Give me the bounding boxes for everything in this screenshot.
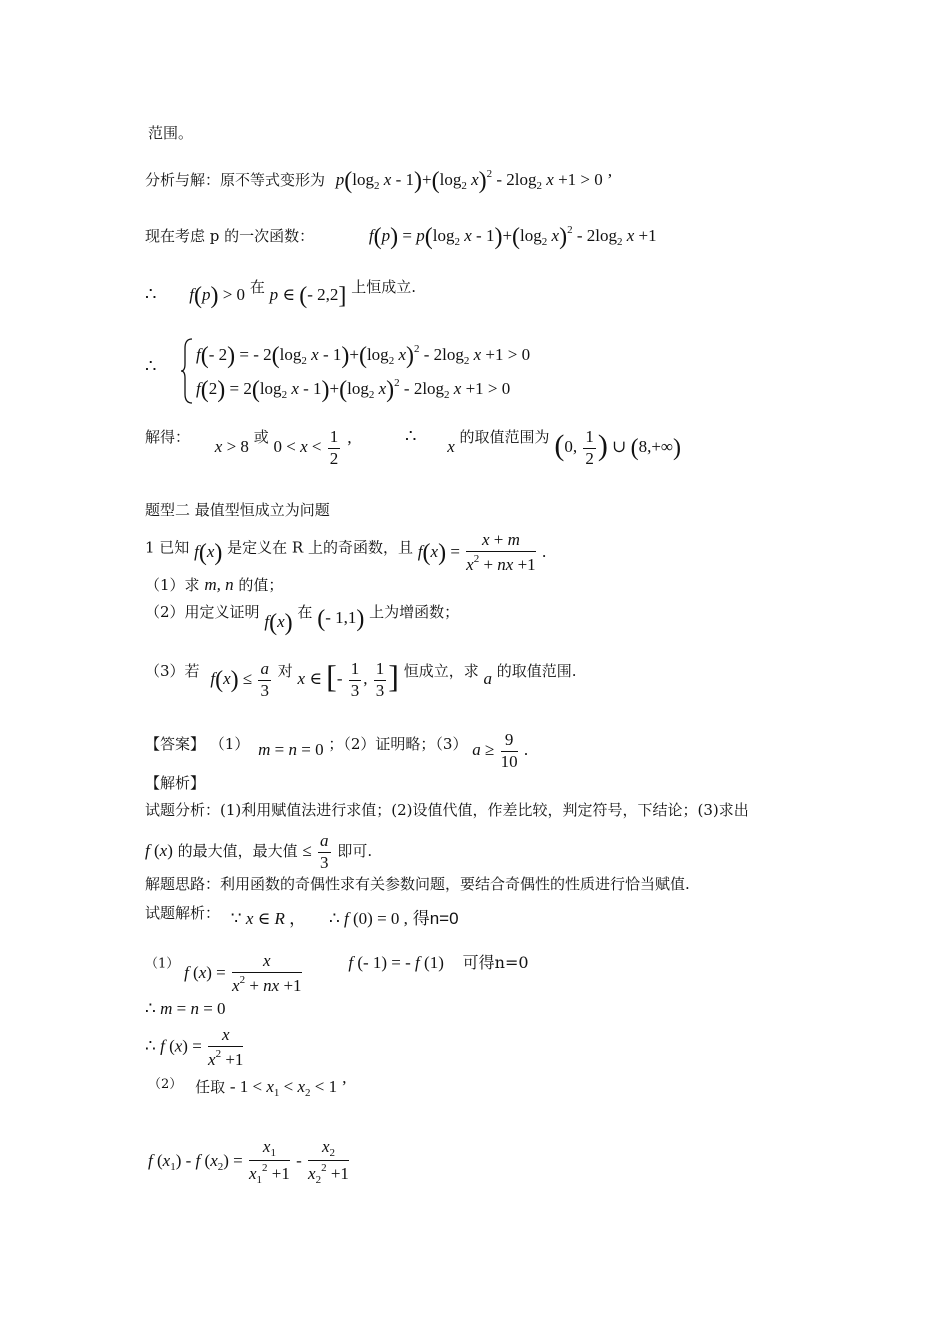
analysis-text-1: 试题分析：(1)利用赋值法进行求值；(2)设值代值，作差比较，判定符号，下结论；(3)求出 xyxy=(145,801,749,819)
text-line-holds xyxy=(145,280,416,308)
math-system-row-2: $f(2) = 2(\log_2$ $x - 1)+(\log_2$ $x)^2 - 2\log_2$ x +1 > 0 xyxy=(196,377,511,403)
math-fx-3: f (x) xyxy=(145,841,173,861)
math-x-in-R: ∵ x ∈ R ， xyxy=(230,909,307,928)
math-mn: m, n xyxy=(204,575,234,594)
label-range-of-a: 的取值范围. xyxy=(496,662,577,681)
math-fx-2: f(x) xyxy=(264,610,293,636)
thinking-line: 解题思路：利用函数的奇偶性求有关参数问题，要结合奇偶性的性质进行恰当赋值. xyxy=(145,875,690,893)
label-in: 在 xyxy=(249,278,265,296)
math-p-interval: p ∈ (- 2,2] xyxy=(269,283,347,309)
therefore-symbol: ∴ xyxy=(145,284,157,305)
label-in-2: 在 xyxy=(297,603,313,621)
math-inequality: $p(\log_2$ $x - 1)+(\log_2$ $x)^2 - 2\log_2$ x +1 > 0 ’ xyxy=(335,168,613,194)
analysis-text-2 xyxy=(145,832,372,872)
label-holds-find: 恒成立，求 xyxy=(403,662,479,681)
math-fx: f(x) xyxy=(194,539,223,566)
step-2-line xyxy=(148,1078,347,1099)
label-analysis: 分析与解：原不等式变形为 xyxy=(145,171,326,189)
text-line-range: 范围。 xyxy=(148,124,194,142)
label-step-2: （2） xyxy=(148,1077,183,1092)
math-fp-positive: f(p) > 0 xyxy=(189,283,246,309)
math-le-a3: ≤ $\frac{a}{3}$ xyxy=(302,831,329,872)
label-for: 对 xyxy=(277,662,293,681)
math-fx-result: ∴ f (x) = $\frac{x}{x^2 +1}$ xyxy=(145,1025,244,1069)
section-title-type2: 题型二 最值型恒成立为问题 xyxy=(145,501,330,519)
label-values: 的值； xyxy=(238,576,284,594)
math-difference: f $(x_1)$ - f $(x_2)$ = $\frac{x_1}{x_1^2 +1}$ - $\frac{x_2}{x_2^2 +1}$ xyxy=(148,1137,349,1187)
question-1-part-3 xyxy=(145,660,577,700)
math-mn-zero-2: ∴ m = n = 0 xyxy=(145,999,226,1018)
math-x-interval: 0 < x < $\frac{1}{2}$ ’ xyxy=(273,427,353,468)
label-or: 或 xyxy=(253,428,269,447)
label-suffices: 即可. xyxy=(337,842,373,861)
math-fp-def: $f(p) = p(\log_2$ $x - 1)+(\log_2$ $x)^2 - 2\log_2$ x +1 xyxy=(368,224,657,250)
label-part-1: （1）求 xyxy=(145,576,200,594)
math-fx-le-a3: f(x) ≤ $\frac{a}{3}$ xyxy=(210,659,269,700)
math-range-union: (0, $\frac{1}{2}$ ) ∪ (8,+∞) xyxy=(554,427,682,468)
math-x1-x2-range: - $1 < x_1 < x_2 < 1$ ’ xyxy=(229,1077,348,1099)
text-line-analysis xyxy=(145,169,613,193)
label-part-3: （3）若 xyxy=(145,662,200,681)
label-get-n0-2: 可得n=0 xyxy=(462,952,529,972)
math-x-gt-8: x > 8 xyxy=(214,437,249,457)
math-f-minus1: f (- 1) = - f (1) xyxy=(348,952,444,972)
math-fx-def: f(x) = $\frac{x + m}{x^2 + nx +1}$ . xyxy=(417,530,547,574)
analysis-title: 【解析】 xyxy=(145,774,206,792)
text-line-linear-func xyxy=(145,225,657,249)
therefore-symbol-3: ∴ xyxy=(404,426,417,448)
question-1-part-2 xyxy=(145,605,459,635)
therefore-symbol-2: ∴ xyxy=(145,356,157,377)
label-step-1: （1） xyxy=(145,956,180,972)
answer-line xyxy=(145,731,528,771)
label-known: 1 已知 xyxy=(145,538,190,557)
label-get-n0: 得n=0 xyxy=(412,909,459,928)
label-answer: 【答案】 xyxy=(145,735,206,754)
label-part-2: （2）用定义证明 xyxy=(145,603,260,621)
math-f0-zero: ∴ f (0) = 0 , xyxy=(328,909,408,928)
math-fx-general: f (x) = $\frac{x}{x^2 + nx +1}$ xyxy=(184,951,302,995)
math-var-a: a xyxy=(483,669,492,689)
label-answer-1: （1） xyxy=(209,735,250,754)
label-odd-function: 是定义在 R 上的奇函数，且 xyxy=(227,538,413,557)
label-holds: 上恒成立. xyxy=(351,278,416,296)
label-answer-2: ；（2）证明略；（3） xyxy=(328,735,468,754)
question-1-stem xyxy=(145,531,546,574)
left-brace-icon xyxy=(180,338,194,404)
label-solution: 试题解析： xyxy=(145,904,221,922)
label-range-of: 的取值范围为 xyxy=(459,428,550,447)
question-1-part-1 xyxy=(145,576,283,593)
label-linear-func: 现在考虑 p 的一次函数： xyxy=(145,227,315,245)
math-system-row-1: f(- 2) = - $2(\log_2$ $x - 1)+(\log_2$ $x)^2 - 2\log_2$ x +1 > 0 xyxy=(196,343,531,369)
text-line-solved xyxy=(145,428,681,468)
math-mn-zero: m = n = 0 xyxy=(258,740,324,760)
math-interval-minus1-1: (- 1,1) xyxy=(317,606,365,632)
label-max-value: 的最大值，最大值 xyxy=(177,842,298,861)
label-solved: 解得： xyxy=(145,428,191,447)
step-1-line xyxy=(145,952,529,995)
math-x-interval-third: x ∈ [- $\frac{1}{3}$ , $\frac{1}{3}$ ] xyxy=(297,658,399,700)
label-take: 任取 xyxy=(195,1078,226,1096)
label-increasing: 上为增函数； xyxy=(369,603,460,621)
solution-line xyxy=(145,906,459,927)
math-var-x: x xyxy=(447,437,455,457)
math-a-ge: a ≥ $\frac{9}{10}$ . xyxy=(472,730,529,771)
